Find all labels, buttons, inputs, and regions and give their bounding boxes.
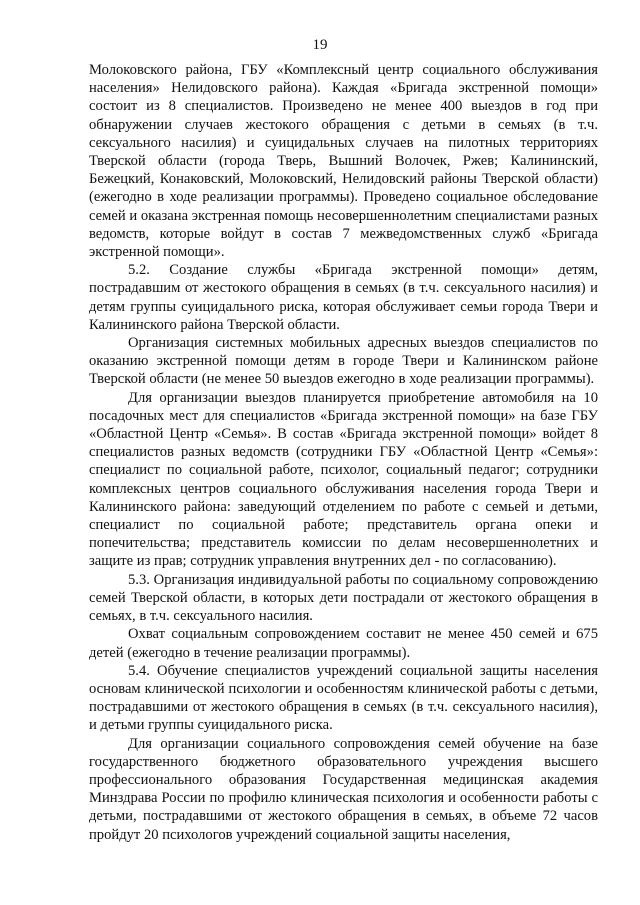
paragraph-mobile-visits: Организация системных мобильных адресных выездов специалистов по оказанию экстренной помощи детям в городе Твери и Калининском районе Тверской области (не менее 50 выездов ежегодно в ходе реализации программы). xyxy=(89,335,598,388)
paragraph-5-4: 5.4. Обучение специалистов учреждений социальной защиты населения основам клинической психологии и особенностям клинической работы с детьми, пострадавшими от жестокого обращения в семьях (в т.ч. сексуального насилия), и детьми группы суицидального риска. xyxy=(89,662,598,734)
document-body xyxy=(89,61,598,844)
paragraph-coverage: Охват социальным сопровождением составит не менее 450 семей и 675 детей (ежегодно в течение реализации программы). xyxy=(89,626,598,661)
paragraph-continuation: Молоковского района, ГБУ «Комплексный центр социального обслуживания населения» Нелидовского района). Каждая «Бригада экстренной помощи» состоит из 8 специалистов. Произведено не менее 400 выездов в год при обнаружении случаев жестокого обращения с детьми в семьях (в т.ч. сексуального насилия) и суицидальных случаев на пилотных территориях Тверской области (города Тверь, Вышний Волочек, Ржев; Калининский, Бежецкий, Конаковский, Молоковский, Нелидовский районы Тверской области) (ежегодно в ходе реализации программы). Проведено социальное обследование семей и оказана экстренная помощь несовершеннолетним специалистами разных ведомств, которые войдут в состав 7 межведомственных служб «Бригада экстренной помощи». xyxy=(89,62,598,261)
paragraph-5-2: 5.2. Создание службы «Бригада экстренной помощи» детям, пострадавшим от жестокого обращения в семьях (в т.ч. сексуального насилия) и детям группы суицидального риска, которая обслуживает семьи города Твери и Калининского района Тверской области. xyxy=(89,262,598,333)
paragraph-vehicle-purchase: Для организации выездов планируется приобретение автомобиля на 10 посадочных мест для специалистов «Бригада экстренной помощи» на базе ГБУ «Областной Центр «Семья». В состав «Бригада экстренной помощи» войдет 8 специалистов разных ведомств (сотрудники ГБУ «Областной Центр «Семья»: специалист по социальной работе, психолог, социальный педагог; сотрудники комплексных центров социального обслуживания населения города Твери и Калининского района: заведующий отделением по работе с семьей и детьми, специалист по социальной работе; представитель органа опеки и попечительства; представитель комиссии по делам несовершеннолетних и защите из прав; сотрудник управления внутренних дел - по согласованию). xyxy=(89,389,598,570)
page-number: 19 xyxy=(312,37,328,53)
paragraph-5-3: 5.3. Организация индивидуальной работы по социальному сопровождению семей Тверской области, в которых дети пострадали от жестокого обращения в семьях, в т.ч. сексуального насилия. xyxy=(89,571,598,625)
paragraph-training: Для организации социального сопровождения семей обучение на базе государственного бюджетного образовательного учреждения высшего профессионального образования Государственная медицинская академия Минздрава России по профилю клиническая психология и особенности работы с детьми, пострадавшими от жестокого обращения в семьях, в объеме 72 часов пройдут 20 психологов учреждений социальной защиты населения, xyxy=(89,735,598,843)
